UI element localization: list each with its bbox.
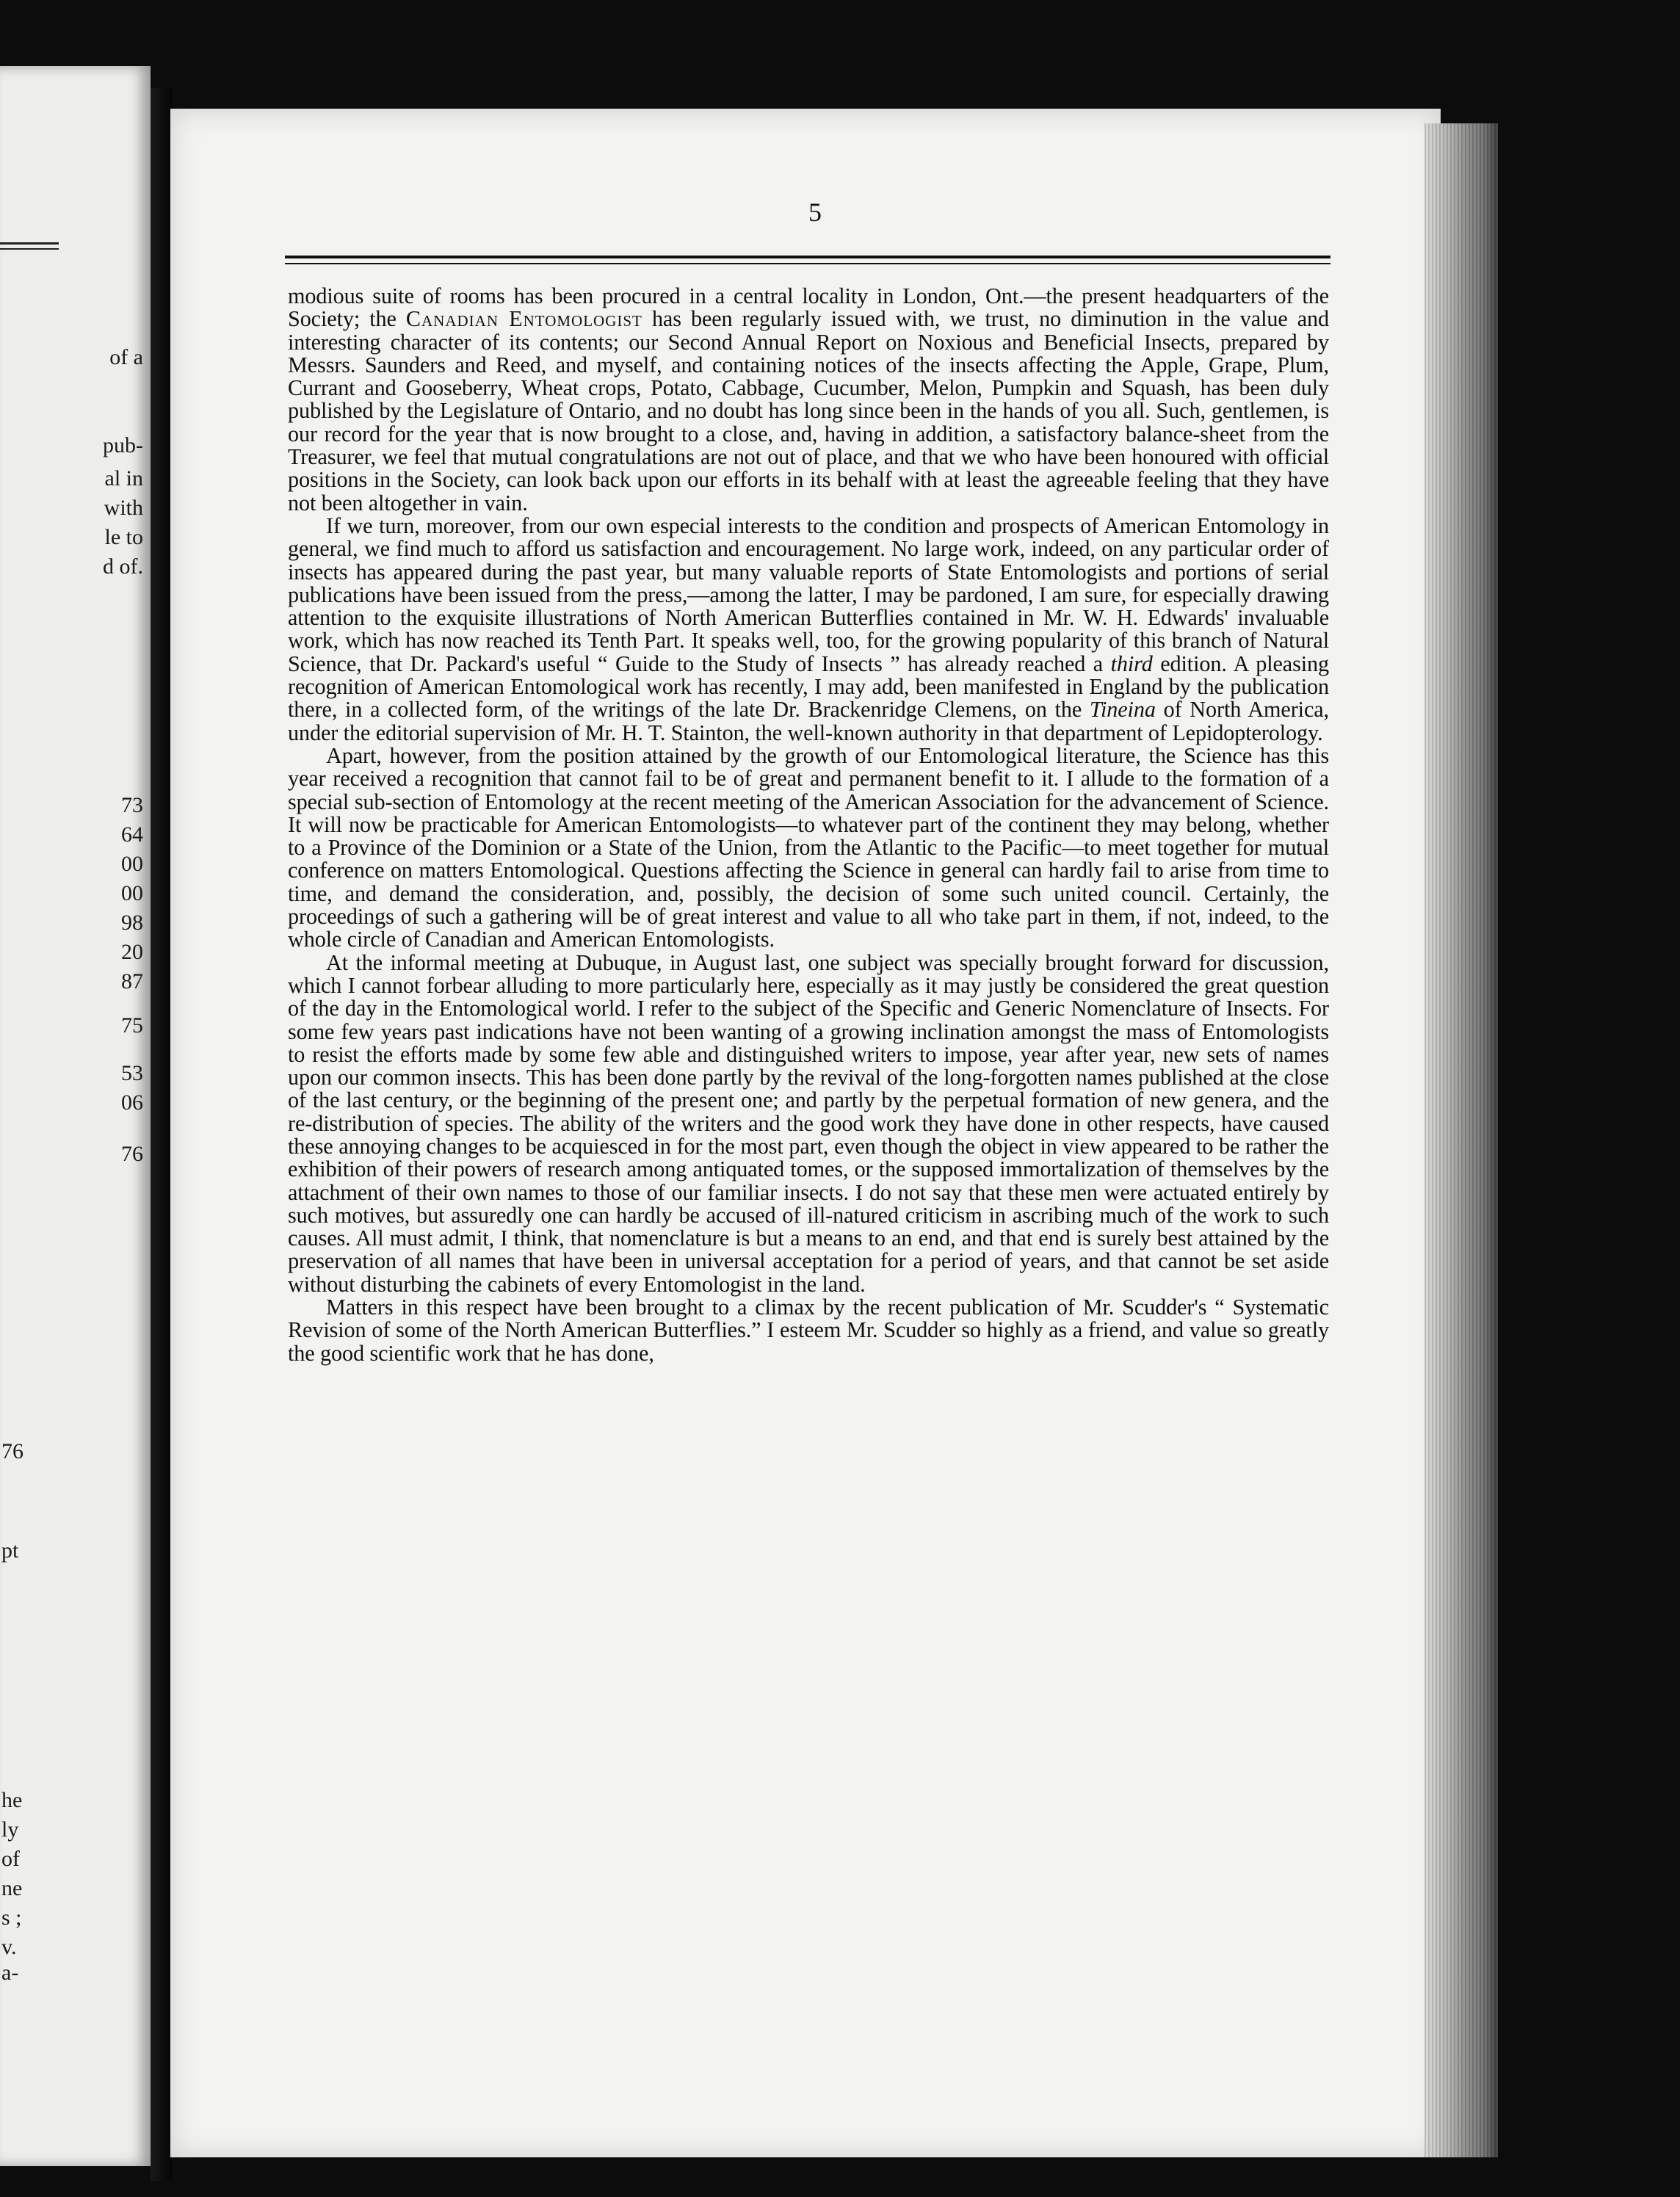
facing-page-line: 06 [121, 1090, 143, 1115]
styled-text: Canadian Entomologist [405, 306, 642, 332]
facing-page-line: ly [1, 1817, 19, 1842]
facing-page-line: ne [1, 1876, 23, 1900]
paragraph [288, 285, 1329, 515]
text-run: If we turn, moreover, from our own especial interests to the condition and prospects of American Entomology in general, we find much to afford us satisfaction and encouragement. No large work, indeed, on any particular order of insects has appeared during the past year, but many valuable reports of State Entomologists and portions of serial publications have been issued from the press,—among the latter, I may be pardoned, I am sure, for especially drawing attention to the exquisite illustrations of North American Butterflies contained in Mr. W. H. Edwards' invaluable work, which has now reached its Tenth Part. It speaks well, too, for the growing popularity of this branch of Natural Science, that Dr. Packard's useful “ Guide to the Study of Insects ” has already reached a [288, 513, 1329, 676]
facing-page-line: le to [104, 525, 143, 549]
facing-page-line: v. [1, 1935, 17, 1959]
paragraph [288, 1296, 1329, 1365]
facing-page-line: d of. [103, 554, 143, 579]
facing-page-line: pt [1, 1538, 19, 1563]
facing-page-text [0, 66, 151, 2166]
facing-page-fragment [0, 66, 151, 2166]
header-rule [285, 256, 1330, 258]
divider [0, 242, 59, 245]
text-run: modious suite of rooms has been procured in a central locality in London, Ont.—the present headquarters of the Society; the [288, 283, 1329, 332]
facing-page-line: pub- [103, 433, 143, 457]
paragraph [288, 742, 1329, 952]
facing-page-line: al in [104, 466, 143, 491]
facing-page-line: 75 [121, 1013, 143, 1038]
facing-page-line: 98 [121, 911, 143, 935]
facing-page-line: of [1, 1847, 20, 1871]
styled-text: Tineina [1089, 697, 1156, 723]
styled-text: third [1110, 651, 1153, 676]
divider [0, 248, 59, 250]
text-run: Matters in this respect have been brought to a climax by the recent publication of Mr. Scudder's “ Systematic Revision of some of the North American Butterflies.” I esteem Mr. Scudder so highly as a friend, and value so greatly the good scientific work that he has done, [288, 1295, 1329, 1366]
book-gutter [151, 88, 173, 2181]
body-text [288, 285, 1329, 1365]
facing-page-line: 20 [121, 940, 143, 964]
facing-page-line: 53 [121, 1061, 143, 1085]
facing-page-line: s ; [1, 1905, 22, 1930]
facing-page-line: 00 [121, 881, 143, 905]
facing-page-line: 87 [121, 969, 143, 993]
facing-page-line: 00 [121, 852, 143, 876]
facing-page-line: with [104, 496, 143, 520]
facing-page-line: 73 [121, 793, 143, 817]
page-number: 5 [808, 198, 822, 227]
paragraph [288, 949, 1329, 1297]
header-rule [285, 263, 1330, 264]
facing-page-line: he [1, 1788, 23, 1812]
text-run: edition. A pleasing recognition of American Entomological work has recently, I may add, been manifested in England by the publication there, in a collected form, of the writings of the late Dr. Brackenridge Clemens, on the [288, 651, 1330, 723]
text-run: of North America, under the editorial supervision of Mr. H. T. Stainton, the well-known authority in that department of Lepidopterology. [288, 697, 1329, 745]
facing-page-line: a- [1, 1961, 19, 1985]
text-run: At the informal meeting at Dubuque, in August last, one subject was specially brought forward for discussion, which I cannot forbear alluding to more particularly here, especially as it may justly be considered the great question of the day in the Entomological world. I refer to the subject of the Specific and Generic Nomenclature of Insects. For some few years past indications have not been wanting of a growing inclination amongst the mass of Entomologists to resist the efforts made by some few able and distinguished writers to impose, year after year, new sets of names upon our common insects. This has been done partly by the revival of the long-forgotten names published at the close of the last century, or the beginning of the present one; and partly by the perpetual formation of new genera, and the re-distribution of species. The ability of the writers and the good work they have done in other respects, have caused these annoying changes to be acquiesced in for the most part, even though the object in view appeared to be rather the exhibition of their powers of research among antiquated tomes, or the supposed immortalization of themselves by the attachment of their own names to those of our familiar insects. I do not say that these men were actuated entirely by such motives, but assuredly one can hardly be accused of ill-natured criticism in ascribing much of the work to such causes. All must admit, I think, that nomenclature is but a means to an end, and that end is surely best attained by the preservation of all names that have been in universal acceptation for a period of years, and that cannot be set aside without disturbing the cabinets of every Entomologist in the land. [288, 949, 1329, 1297]
facing-page-line: of a [109, 345, 143, 369]
page-edges [1424, 123, 1498, 2157]
text-run: has been regularly issued with, we trust, no diminution in the value and interesting character of its contents; our Second Annual Report on Noxious and Beneficial Insects, prepared by Messrs. Saunders and Reed, and myself, and containing notices of the insects affecting the Apple, Grape, Plum, Currant and Gooseberry, Wheat crops, Potato, Cabbage, Cucumber, Melon, Pumpkin and Squash, has been duly published by the Legislature of Ontario, and no doubt has long since been in the hands of you all. Such, gentlemen, is our record for the year that is now brought to a close, and, having in addition, a satisfactory balance-sheet from the Treasurer, we feel that mutual congratulations are not out of place, and that we who have been honoured with official positions in the Society, can look back upon our efforts in its behalf with at least the agreeable feeling that they have not been altogether in vain. [288, 306, 1330, 515]
facing-page-line: 76 [1, 1439, 23, 1463]
text-run: Apart, however, from the position attained by the growth of our Entomological literature, the Science has this year received a recognition that cannot fail to be of great and permanent benefit to it. I allude to the formation of a special sub-section of Entomology at the recent meeting of the American Association for the advancement of Science. It will now be practicable for American Entomologists—to whatever part of the continent they may belong, whether to a Province of the Dominion or a State of the Union, from the Atlantic to the Pacific—to meet together for mutual conference on matters Entomological. Questions affecting the Science in general can hardly fail to arise from time to time, and demand the consideration, and, possibly, the decision of some such united council. Certainly, the proceedings of such a gathering will be of great interest and value to all who take part in them, if not, indeed, to the whole circle of Canadian and American Entomologists. [288, 742, 1329, 952]
facing-page-line: 76 [121, 1142, 143, 1166]
facing-page-line: 64 [121, 822, 143, 847]
paragraph [288, 515, 1329, 745]
